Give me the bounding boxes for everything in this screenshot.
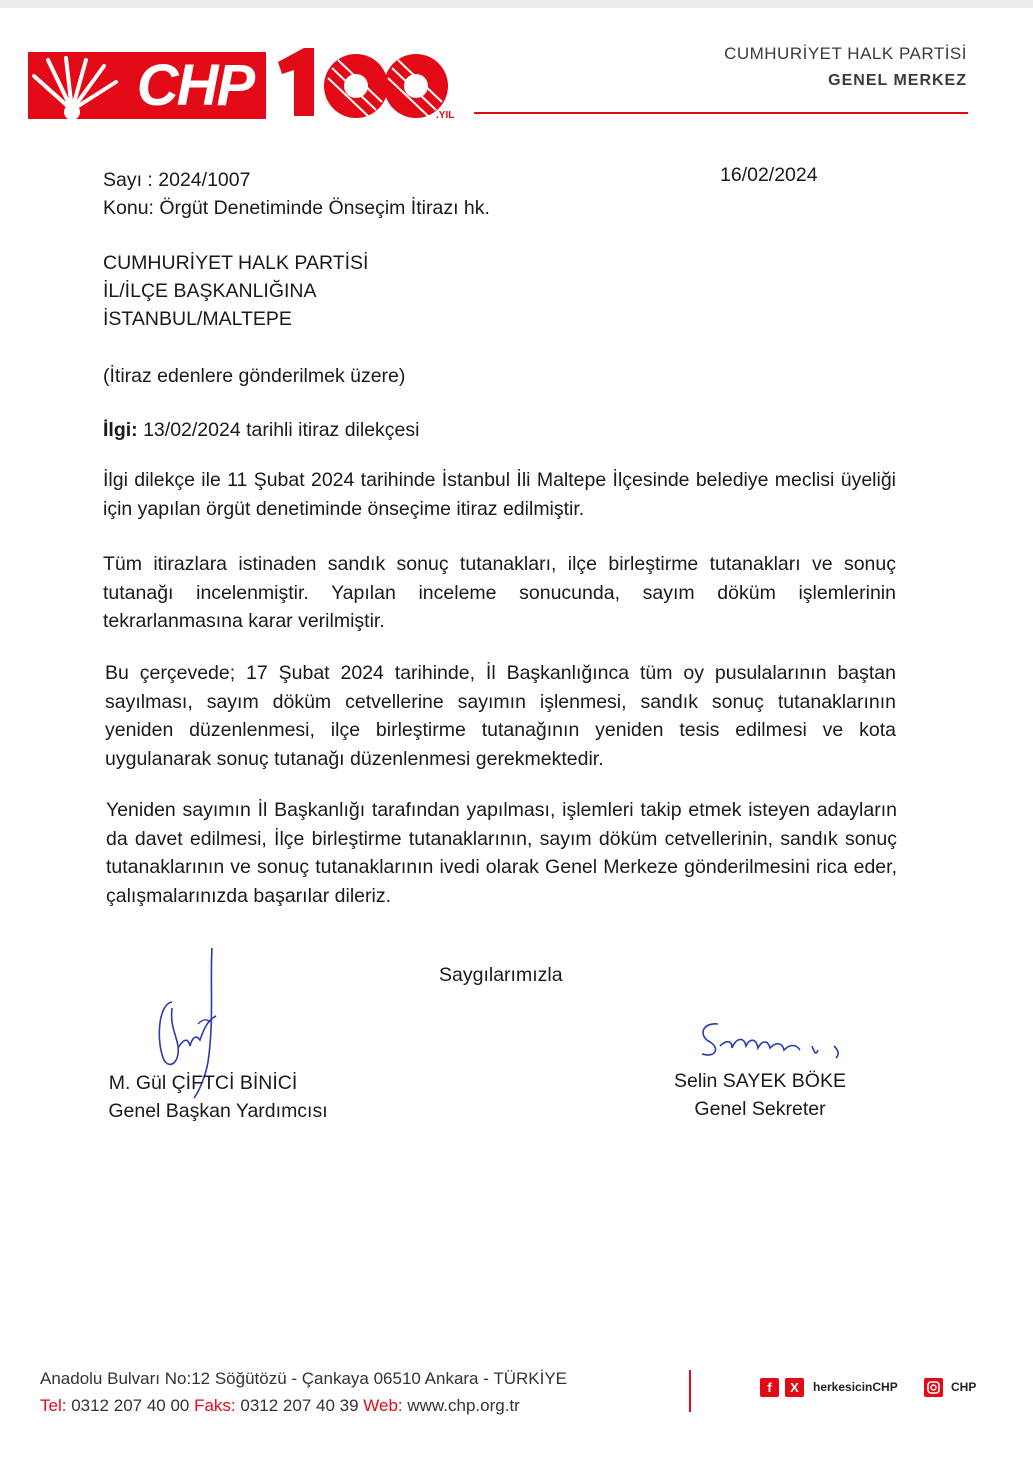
body-paragraph: Bu çerçevede; 17 Şubat 2024 tarihinde, İl Başkanlığınca tüm oy pusulalarının baştan sayılması, sayım döküm cetvellerine sayımın işlenmesi, sandık sonuç tutanaklarının yeniden düzenlenmesi, ilçe birleştirme tutanağının yeniden tesis edilmesi ve kota uygulanarak sonuç tutanağı düzenlenmesi gerekmektedir. [105,662,896,770]
closing-salutation: Saygılarımızla [439,964,563,986]
web-address: www.chp.org.tr [402,1396,520,1415]
x-icon: X [785,1378,804,1397]
party-headquarters: GENEL MERKEZ [828,72,967,89]
signatory-name: Selin SAYEK BÖKE [674,1070,846,1092]
footer-contact [40,1396,520,1416]
body-paragraph: İlgi dilekçe ile 11 Şubat 2024 tarihinde İstanbul İli Maltepe İlçesinde belediye meclisi üyeliği için yapılan örgüt denetiminde önseçime itiraz edilmiştir. [103,469,896,520]
scan-shade [0,0,1033,8]
footer-address: Anadolu Bulvarı No:12 Söğütözü - Çankaya 06510 Ankara - TÜRKİYE [40,1369,567,1388]
addressee-line: CUMHURİYET HALK PARTİSİ [103,252,369,274]
signature-sayek-boke [696,1016,856,1066]
web-label: Web: [363,1396,403,1415]
recipient-note: (İtiraz edenlere gönderilmek üzere) [103,365,406,387]
party-name: CUMHURİYET HALK PARTİSİ [724,44,967,63]
reference-text: 13/02/2024 tarihli itiraz dilekçesi [137,419,420,441]
reference-line [103,416,420,445]
signatory-title: Genel Başkan Yardımcısı [108,1100,328,1122]
fax-label: Faks: [194,1396,236,1415]
yil-label: .YIL [436,110,455,121]
reference-label: İlgi: [103,419,138,441]
tel-number: 0312 207 40 00 [66,1396,195,1415]
body-paragraph: Tüm itirazlara istinaden sandık sonuç tutanakları, ilçe birleştirme tutanakları ve sonuç tutanağı incelenmiştir. Yapılan inceleme sonucunda, sayım döküm işlemlerinin tekrarlanmasına karar verilmiştir. [103,553,896,632]
social-handle: herkesicinCHP [813,1380,898,1394]
instagram-handle: CHP [951,1380,977,1394]
reference-number: Sayı : 2024/1007 [103,169,251,191]
signatory-name: M. Gül ÇİFTCİ BİNİCİ [108,1072,298,1094]
facebook-icon: f [760,1378,779,1397]
subject-line: Konu: Örgüt Denetiminde Önseçim İtirazı hk. [103,197,490,219]
chp-logo-text: CHP [124,52,266,119]
100-year-logo [274,44,464,124]
instagram-icon [924,1378,943,1397]
body-paragraph: Yeniden sayımın İl Başkanlığı tarafından yapılması, işlemleri takip etmek isteyen adayların da davet edilmesi, İlçe birleştirme tutanaklarının, sayım döküm cetvellerinin, sandık sonuç tutanaklarının ve sonuç tutanaklarının ivedi olarak Genel Merkeze gönderilmesini rica eder, çalışmalarınızda başarılar dileriz. [106,799,897,907]
letter-date: 16/02/2024 [720,164,818,186]
header-divider [474,112,968,114]
addressee-line: İL/İLÇE BAŞKANLIĞINA [103,280,317,302]
footer-divider [689,1370,691,1412]
addressee-line: İSTANBUL/MALTEPE [103,308,292,330]
fax-number: 0312 207 40 39 [235,1396,364,1415]
tel-label: Tel: [40,1396,67,1415]
six-arrows-logo [28,52,124,119]
signatory-title: Genel Sekreter [694,1098,826,1120]
